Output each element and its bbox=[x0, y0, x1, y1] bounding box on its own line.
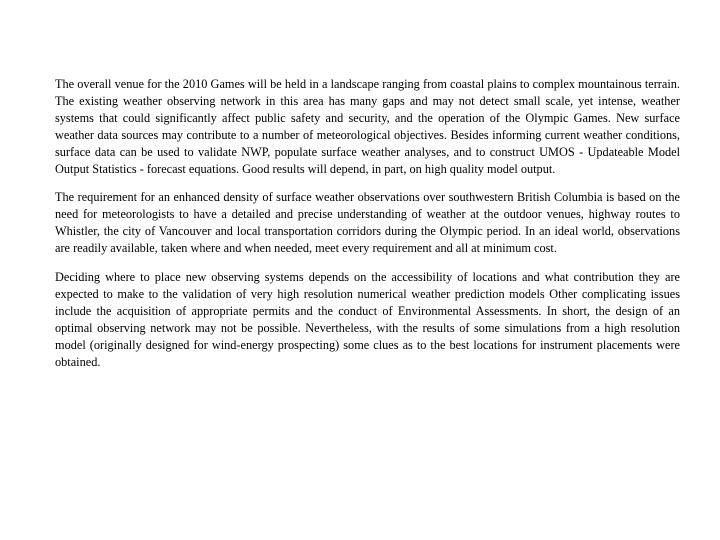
paragraph-observing-system-placement: Deciding where to place new observing systems depends on the accessibility of locations and what contribution they are expected to make to the validation of very high resolution numerical weather prediction models Other complicating issues include the acquisition of appropriate permits and the conduct of Environmental Assessments. In short, the design of an optimal observing network may not be possible. Nevertheless, with the results of some simulations from a high resolution model (originally designed for wind-energy prospecting) some clues as to the best locations for instrument placements were obtained. bbox=[55, 270, 680, 369]
paragraph-venue-overview: The overall venue for the 2010 Games will be held in a landscape ranging from coastal plains to complex mountainous terrain. The existing weather observing network in this area has many gaps and may not detect small scale, yet intense, weather systems that could significantly affect public safety and security, and the operation of the Olympic Games. New surface weather data sources may contribute to a number of meteorological objectives. Besides informing current weather conditions, surface data can be used to validate NWP, populate surface weather analyses, and to construct UMOS - Updateable Model Output Statistics - forecast equations. Good results will depend, in part, on high quality model output. bbox=[55, 77, 680, 176]
paragraph-observation-requirement: The requirement for an enhanced density of surface weather observations over southwestern British Columbia is based on the need for meteorologists to have a detailed and precise understanding of weather at the outdoor venues, highway routes to Whistler, the city of Vancouver and local transportation corridors during the Olympic period. In an ideal world, observations are readily available, taken where and when needed, meet every requirement and all at minimum cost. bbox=[55, 190, 680, 256]
document-body bbox=[55, 76, 680, 383]
